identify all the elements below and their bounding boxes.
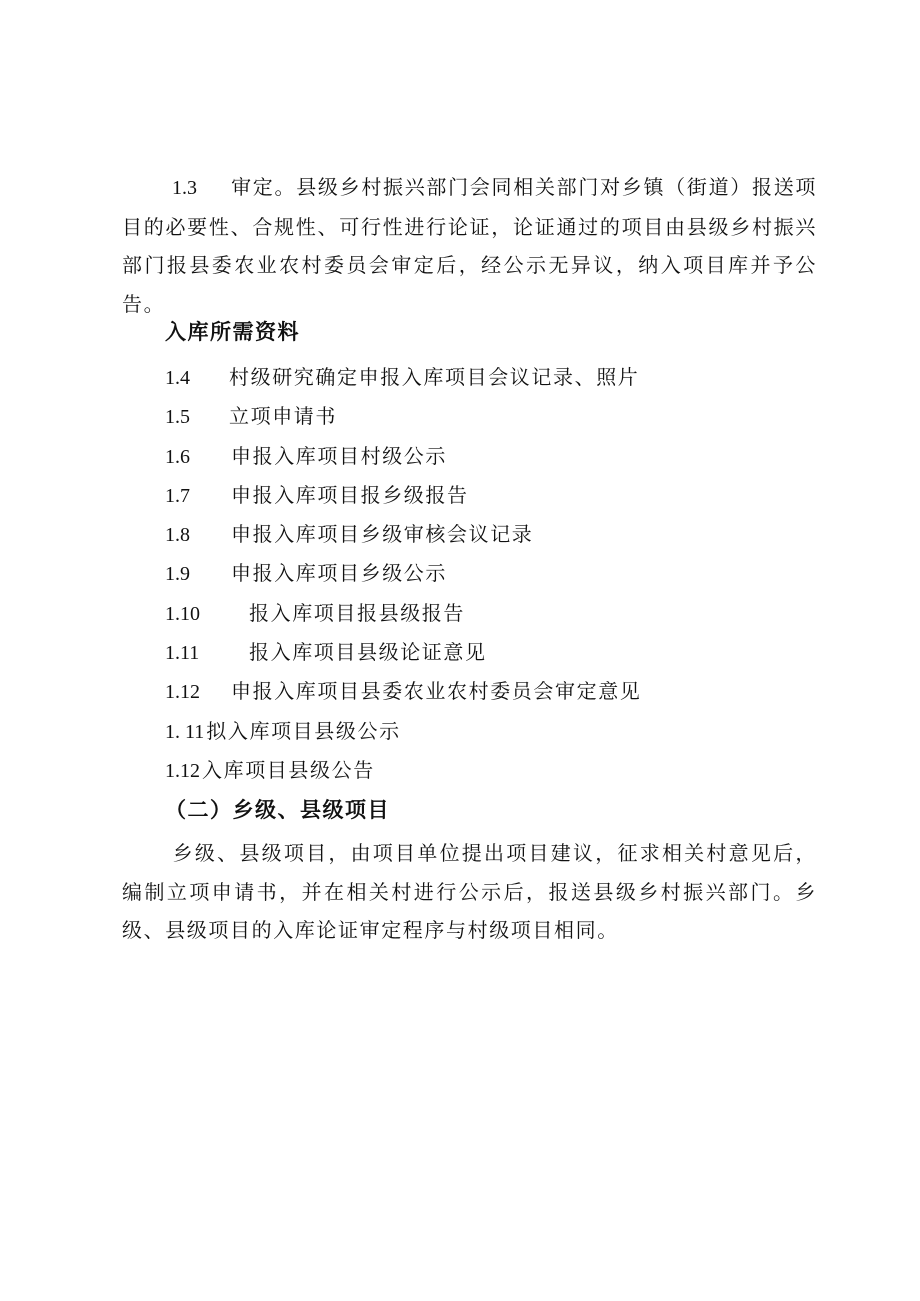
item-number: 1.6 [165,445,190,468]
item-number: 1.12 [165,681,200,704]
list-item [165,633,641,672]
item-text: 立项申请书 [229,404,337,429]
list-item [165,672,641,711]
item-number: 1.5 [165,406,190,429]
item-number: 1.10 [165,602,200,625]
list-item [165,594,641,633]
list-item [165,515,641,554]
item-text: 村级研究确定申报入库项目会议记录、照片 [229,365,640,389]
item-number: 1.7 [165,484,190,507]
item-text: 申报入库项目县委农业农村委员会审定意见 [231,679,642,704]
materials-list [165,358,641,790]
item-text: 申报入库项目村级公示 [231,443,447,468]
item-number: 1.9 [165,563,190,586]
item-text: 申报入库项目报乡级报告 [231,482,469,507]
item-number: 1.4 [165,367,190,389]
list-item [165,437,641,476]
item-text: 报入库项目县级论证意见 [249,640,487,665]
section-2-text: 乡级、县级项目，由项目单位提出项目建议，征求相关村意见后，编制立项申请书，并在相关村进行公示后，报送县级乡村振兴部门。乡级、县级项目的入库论证审定程序与村级项目相同。 [122,841,817,942]
item-number: 1.12 [165,759,200,782]
section-2-heading: （二）乡级、县级项目 [165,798,390,822]
item-text: 拟入库项目县级公示 [206,718,401,743]
list-item [165,712,641,751]
section-number: 1.3 [172,177,197,199]
list-item [165,476,641,515]
item-text: 申报入库项目乡级审核会议记录 [231,522,534,547]
item-number: 1.8 [165,524,190,547]
materials-heading: 入库所需资料 [165,320,300,344]
item-text: 报入库项目报县级报告 [249,600,465,625]
list-item [165,751,641,790]
item-text: 入库项目县级公告 [202,757,375,782]
list-item [165,358,641,397]
section-text: 审定。县级乡村振兴部门会同相关部门对乡镇（街道）报送项目的必要性、合规性、可行性进行论证，论证通过的项目由县级乡村振兴部门报县委农业农村委员会审定后，经公示无异议，纳入项目库并予公告。 [122,175,817,316]
list-item [165,554,641,593]
list-item [165,397,641,436]
item-number: 1.11 [165,642,200,665]
section-2-paragraph [122,834,817,950]
item-number: 1. 11 [165,720,205,743]
section-1-3-paragraph [122,168,817,323]
item-text: 申报入库项目乡级公示 [231,561,447,586]
